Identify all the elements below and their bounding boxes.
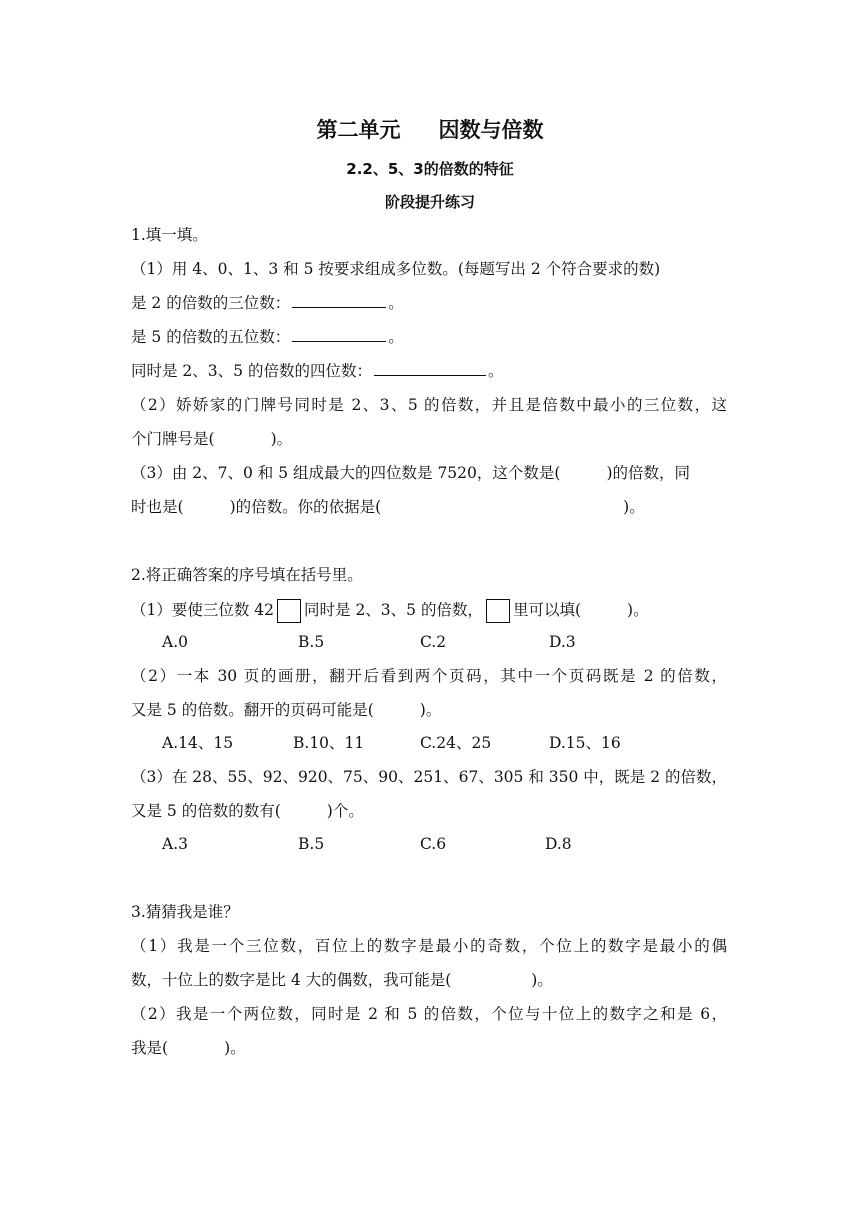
q3-part1-line1: （1）我是一个三位数，百位上的数字是最小的奇数，个位上的数字是最小的偶: [131, 937, 727, 955]
q1-part2-line1: （2）娇娇家的门牌号同时是 2、3、5 的倍数，并且是倍数中最小的三位数，这: [131, 396, 727, 414]
q1-part3-line2: [131, 497, 645, 517]
option-d[interactable]: D.3: [549, 633, 576, 651]
option-c[interactable]: C.24、25: [420, 734, 492, 752]
q3-part1-line2: [131, 970, 553, 990]
q1-part1-a: [131, 293, 404, 313]
q1-part1-b-text: 是 5 的倍数的五位数：: [131, 328, 291, 346]
q1-part2-line2: [131, 429, 292, 449]
q2-part3-line2-b: )个。: [326, 802, 364, 820]
q2-part1-b: 同时是 2、3、5 的倍数，: [304, 601, 483, 619]
q1-part3-line1-a: （3）由 2、7、0 和 5 组成最大的四位数是 7520，这个数是(: [131, 464, 561, 482]
unit-title-part1: 第二单元: [316, 118, 401, 142]
q3-part2-line2-b: )。: [224, 1039, 246, 1057]
q3-part2-line2: [131, 1038, 246, 1058]
lesson-subtitle: 2.2、5、3的倍数的特征: [346, 160, 514, 178]
q2-part2-line2-a: 又是 5 的倍数。翻开的页码可能是(: [131, 701, 374, 719]
q1-part1-intro: （1）用 4、0、1、3 和 5 按要求组成多位数。(每题写出 2 个符合要求的数): [131, 260, 661, 278]
unit-title: [0, 114, 860, 144]
option-c[interactable]: C.2: [420, 633, 447, 651]
period: 。: [388, 294, 404, 312]
q1-heading: 1.填一填。: [131, 226, 208, 244]
q2-part1-a: （1）要使三位数 42: [131, 601, 275, 619]
digit-box[interactable]: [277, 599, 301, 623]
q1-part3-line2-c: )。: [623, 498, 645, 516]
q1-part3-line1: [131, 463, 690, 483]
option-d[interactable]: D.15、16: [549, 734, 621, 752]
q3-heading: 3.猜猜我是谁？: [131, 903, 239, 921]
q1-part2-line2-a: 个门牌号是(: [131, 430, 215, 448]
q2-part3-line2-a: 又是 5 的倍数的数有(: [131, 802, 281, 820]
option-c[interactable]: C.6: [420, 835, 447, 853]
section-label: 阶段提升练习: [384, 193, 475, 211]
unit-title-part2: 因数与倍数: [438, 118, 544, 142]
answer-blank[interactable]: [292, 293, 386, 308]
q3-part1-line2-a: 数，十位上的数字是比 4 大的偶数，我可能是(: [131, 971, 452, 989]
option-a[interactable]: A.0: [162, 633, 188, 651]
option-b[interactable]: B.10、11: [293, 734, 365, 752]
q2-part2-line2-b: )。: [419, 701, 442, 719]
q2-part3-line2: [131, 801, 364, 821]
q1-part3-line2-a: 时也是(: [131, 498, 184, 516]
q1-part1-b: [131, 327, 404, 347]
q2-part1-d: )。: [627, 601, 649, 619]
period: 。: [388, 328, 404, 346]
q1-part1-c-text: 同时是 2、3、5 的倍数的四位数：: [131, 362, 372, 380]
option-d[interactable]: D.8: [545, 835, 572, 853]
option-b[interactable]: B.5: [298, 633, 325, 651]
option-a[interactable]: A.14、15: [162, 734, 234, 752]
q2-part2-line2: [131, 700, 441, 720]
answer-blank[interactable]: [374, 361, 486, 376]
q3-part1-line2-b: )。: [531, 971, 553, 989]
q1-part1-c: [131, 361, 503, 381]
answer-blank[interactable]: [292, 327, 386, 342]
option-b[interactable]: B.5: [298, 835, 325, 853]
q1-part3-line2-b: )的倍数。你的依据是(: [229, 498, 382, 516]
q2-part1: [131, 599, 649, 623]
q3-part2-line1: （2）我是一个两位数，同时是 2 和 5 的倍数，个位与十位上的数字之和是 6，: [131, 1005, 727, 1023]
digit-box[interactable]: [486, 599, 510, 623]
option-a[interactable]: A.3: [162, 835, 188, 853]
q3-part2-line2-a: 我是(: [131, 1039, 169, 1057]
q2-heading: 2.将正确答案的序号填在括号里。: [131, 566, 363, 584]
period: 。: [487, 362, 504, 380]
q1-part2-line2-b: )。: [270, 430, 293, 448]
q2-part1-c: 里可以填(: [512, 601, 582, 619]
q2-part2-line1: （2）一本 30 页的画册，翻开后看到两个页码，其中一个页码既是 2 的倍数，: [131, 667, 727, 685]
q1-part1-a-text: 是 2 的倍数的三位数：: [131, 294, 291, 312]
q1-part3-line1-b: )的倍数，同: [606, 464, 691, 482]
q2-part3-line1: （3）在 28、55、92、920、75、90、251、67、305 和 350 中，既是 2 的倍数，: [131, 768, 727, 786]
